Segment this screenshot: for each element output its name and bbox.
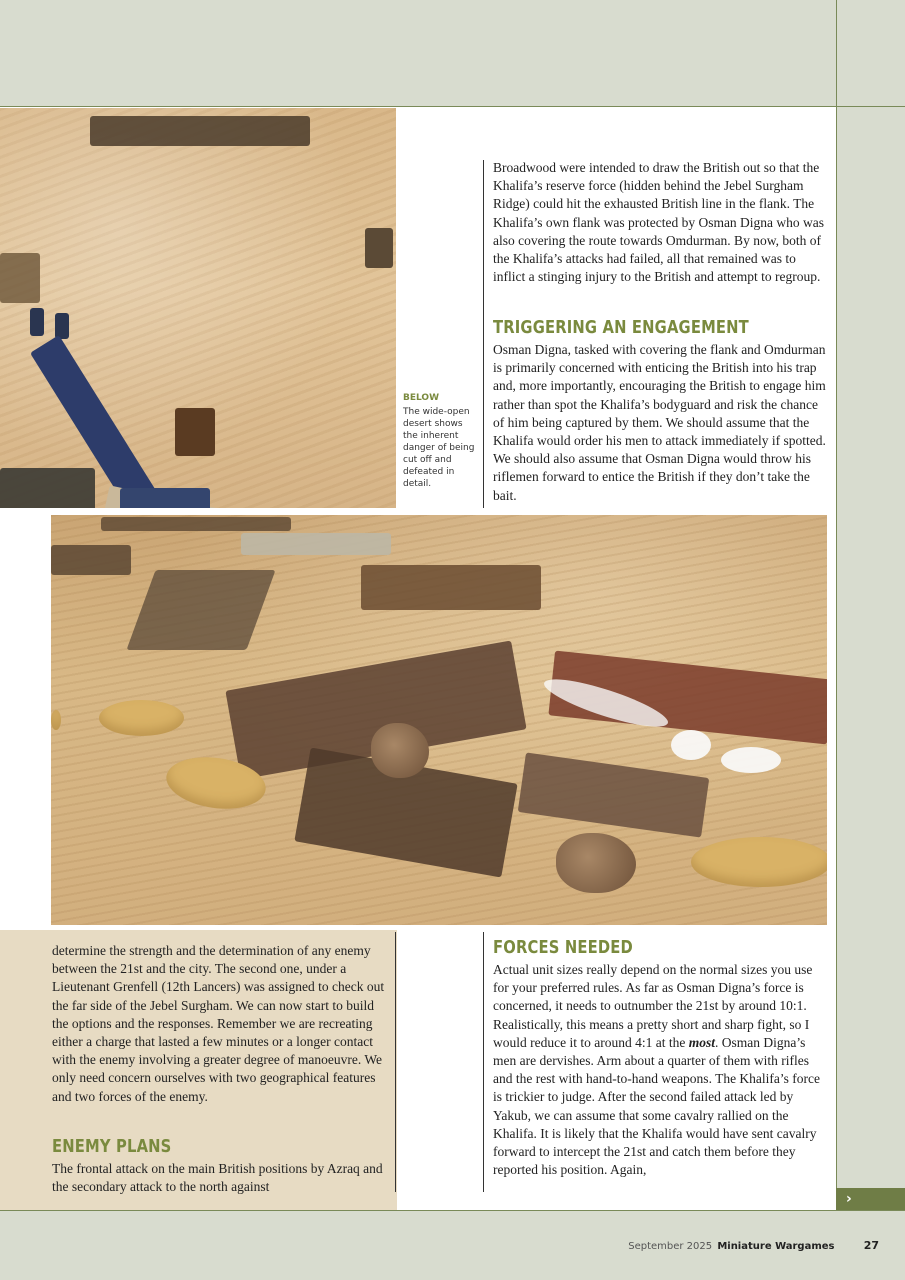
photo-british-infantry-line (0, 108, 396, 508)
enemy-plans-text: The frontal attack on the main British positions by Azraq and the secondary attack to the north against (52, 1161, 383, 1195)
column-rule-lower-right (483, 932, 484, 1192)
footer-magazine-title: Miniature Wargames (717, 1241, 835, 1252)
forces-needed-text (493, 961, 827, 1179)
triggering-heading: TRIGGERING AN ENGAGEMENT (493, 317, 749, 338)
forces-text-part-1: Actual unit sizes really depend on the normal sizes you use for your preferred rules. As far as Osman Digna’s force is concerned, it needs to outnumber the 21st by around 10:1. Realistically, this means a pretty short and sharp fight, so I would reduce it to around 4:1 at the (493, 962, 813, 1050)
forces-text-part-2: . Osman Digna’s men are dervishes. Arm about a quarter of them with rifles and the rest with hand-to-hand weapons. The Khalifa’s force is trickier to judge. After the second failed attack led by Yakub, we can assume that some cavalry rallied on the Khalifa. It is likely that the Khalifa would have sent cavalry forward to intercept the 21st and catch them before they reported his position. Again, (493, 1034, 821, 1178)
caption-text: The wide-open desert shows the inherent danger of being cut off and defeated in detail. (403, 407, 475, 489)
next-page-arrow[interactable]: › (836, 1188, 905, 1210)
intro-paragraph (493, 159, 831, 286)
forces-emphasis: most (688, 1034, 715, 1050)
column-rule-upper (483, 160, 484, 508)
caption-label: BELOW (403, 393, 439, 403)
photo-battlefield (48, 512, 830, 928)
right-margin-rule (836, 0, 837, 1210)
forces-needed-paragraph (493, 961, 827, 1179)
forces-needed-heading: FORCES NEEDED (493, 937, 633, 958)
top-margin-band (0, 0, 905, 107)
page-footer (628, 1239, 879, 1252)
left-column-text: determine the strength and the determination of any enemy between the 21st and the city. The second one, under a Lieutenant Grenfell (12th Lancers) was assigned to check out the far side of the Jebel Surgham. We can now start to build the options and the responses. Remember we are recreating either a charge that lasted a few minutes or a longer contact with the enemy involving a greater degree of manoeuvre. We only need concern ourselves with two geographical features and two forces of the enemy. (52, 943, 385, 1104)
left-column-paragraph (52, 942, 390, 1106)
enemy-plans-heading: ENEMY PLANS (52, 1136, 172, 1157)
triggering-text: Osman Digna, tasked with covering the flank and Omdurman is primarily concerned with enticing the British into his trap and, more importantly, encouraging the British to engage him rather than spot the Khalifa’s bodyguard and risk the chance of him being captured by them. We should assume that the Khalifa would order his men to attack immediately if spotted. We should also assume that Osman Digna would throw his riflemen forward to entice the British if they don’t take the bait. (493, 342, 826, 503)
column-rule-lower-left (395, 932, 396, 1192)
intro-text: Broadwood were intended to draw the British out so that the Khalifa’s reserve force (hidden behind the Jebel Surgham Ridge) could hit the exhausted British line in the flank. The Khalifa’s own flank was protected by Osman Digna who was also covering the route towards Omdurman. By now, both of the Khalifa’s attacks had failed, all that remained was to inflict a stinging injury to the British and attempt to regroup. (493, 160, 825, 285)
enemy-plans-paragraph (52, 1160, 390, 1196)
triggering-paragraph (493, 341, 831, 505)
footer-date: September 2025 (628, 1241, 713, 1252)
page-number: 27 (863, 1239, 879, 1252)
